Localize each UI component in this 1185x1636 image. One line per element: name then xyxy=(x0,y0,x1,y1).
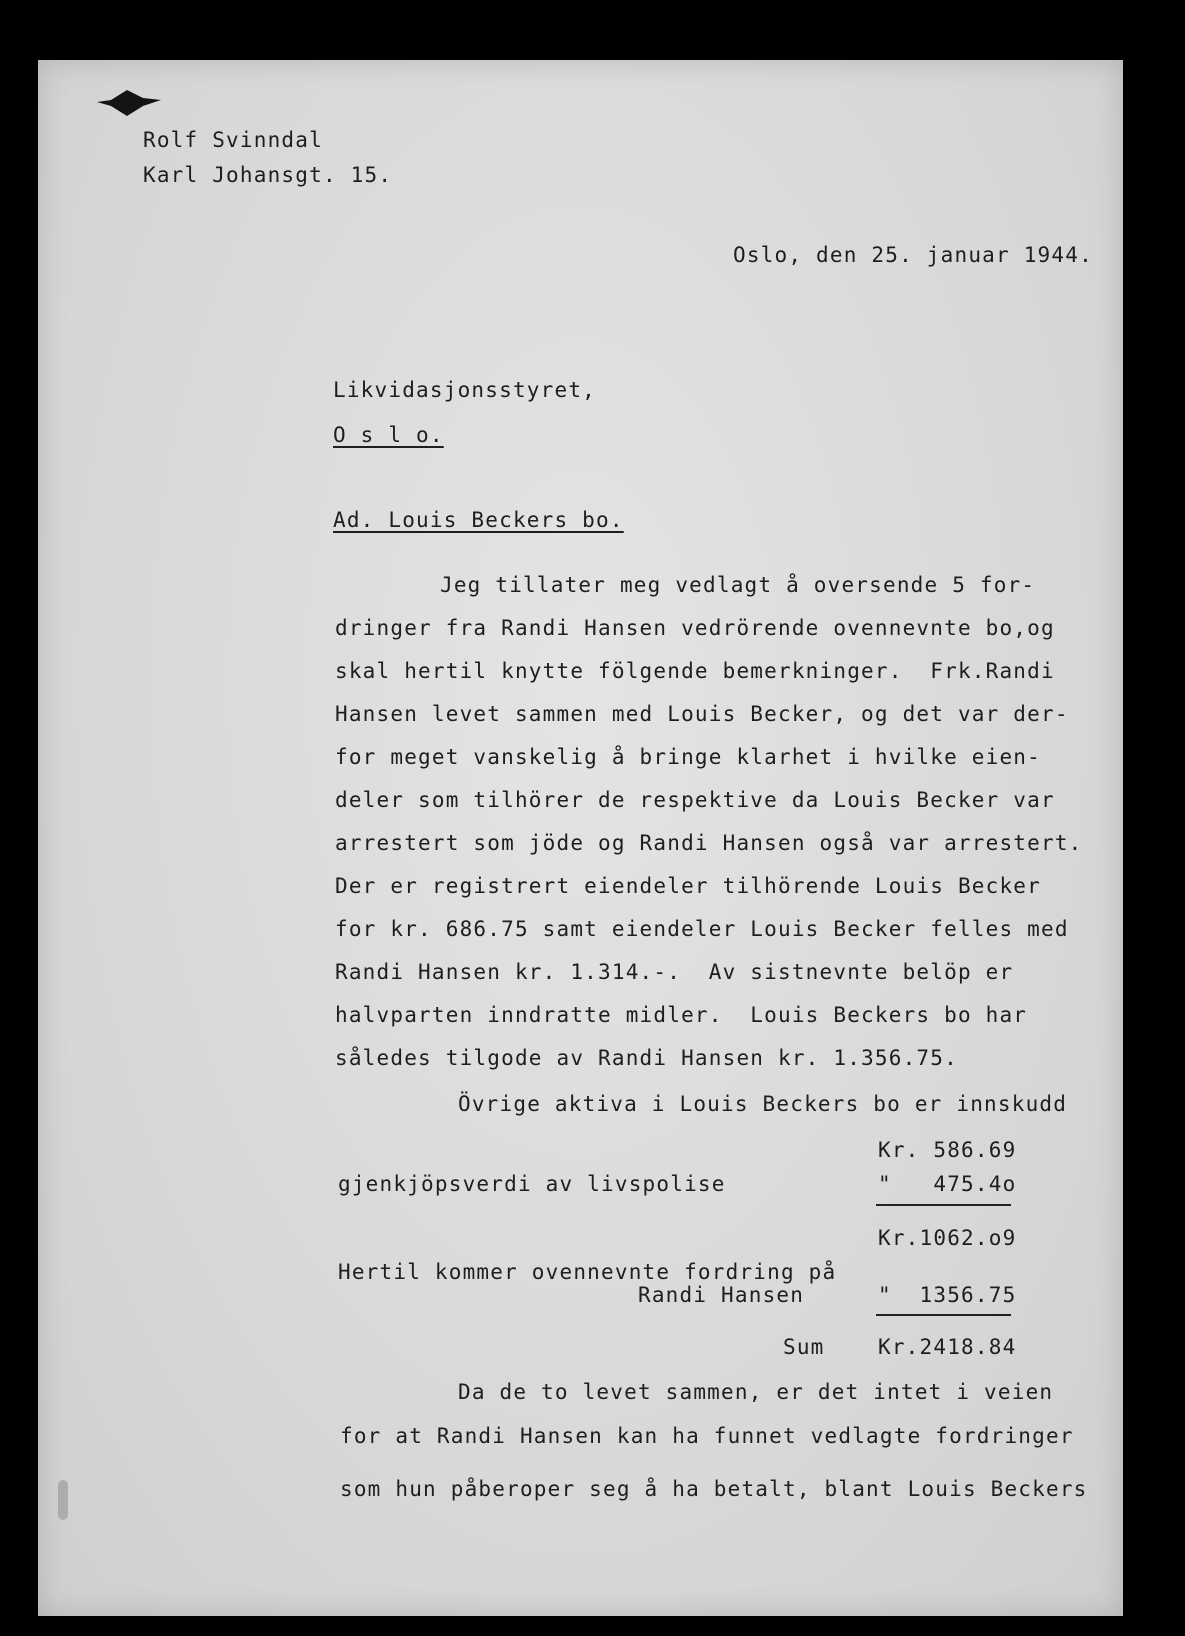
body-line: Jeg tillater meg vedlagt å oversende 5 for- xyxy=(440,573,1036,597)
sender-address: Karl Johansgt. 15. xyxy=(143,163,393,187)
body-line: arrestert som jöde og Randi Hansen også var arrestert. xyxy=(335,831,1083,855)
sum-rule xyxy=(876,1314,1011,1316)
closing-line: for at Randi Hansen kan ha funnet vedlagte fordringer xyxy=(340,1424,1074,1448)
body-line: således tilgode av Randi Hansen kr. 1.356.75. xyxy=(335,1046,958,1070)
recipient-name: Likvidasjonsstyret, xyxy=(333,378,597,402)
body-line: halvparten inndratte midler. Louis Beckers bo har xyxy=(335,1003,1028,1027)
body-line: Övrige aktiva i Louis Beckers bo er innskudd xyxy=(458,1092,1068,1116)
label-claim: Hertil kommer ovennevnte fordring på xyxy=(338,1260,837,1284)
body-line: Hansen levet sammen med Louis Becker, og det var der- xyxy=(335,702,1069,726)
closing-line: Da de to levet sammen, er det intet i veien xyxy=(458,1380,1054,1404)
ink-diamond-icon xyxy=(97,88,163,118)
amount-deposit: Kr. 586.69 xyxy=(878,1138,1017,1162)
date-line: Oslo, den 25. januar 1944. xyxy=(733,243,1093,267)
amount-sum: Kr.2418.84 xyxy=(878,1335,1017,1359)
body-line: Randi Hansen kr. 1.314.-. Av sistnevnte belöp er xyxy=(335,960,1014,984)
ink-blot-icon xyxy=(58,1480,68,1520)
subtotal-rule xyxy=(876,1204,1011,1206)
body-line: for meget vanskelig å bringe klarhet i hvilke eien- xyxy=(335,745,1041,769)
body-line: dringer fra Randi Hansen vedrörende ovennevnte bo,og xyxy=(335,616,1055,640)
label-sum: Sum xyxy=(783,1335,825,1359)
amount-subtotal: Kr.1062.o9 xyxy=(878,1226,1017,1250)
body-line: deler som tilhörer de respektive da Louis Becker var xyxy=(335,788,1055,812)
amount-policy: " 475.4o xyxy=(878,1172,1017,1196)
label-claim-name: Randi Hansen xyxy=(638,1283,805,1307)
subject-line: Ad. Louis Beckers bo. xyxy=(333,508,624,532)
amount-claim: " 1356.75 xyxy=(878,1283,1017,1307)
body-line: Der er registrert eiendeler tilhörende Louis Becker xyxy=(335,874,1041,898)
closing-line: som hun påberoper seg å ha betalt, blant Louis Beckers xyxy=(340,1477,1088,1501)
recipient-city: O s l o. xyxy=(333,423,444,447)
label-policy: gjenkjöpsverdi av livspolise xyxy=(338,1172,726,1196)
body-line: for kr. 686.75 samt eiendeler Louis Becker felles med xyxy=(335,917,1069,941)
body-line: skal hertil knytte fölgende bemerkninger. Frk.Randi xyxy=(335,659,1055,683)
sender-name: Rolf Svinndal xyxy=(143,128,323,152)
